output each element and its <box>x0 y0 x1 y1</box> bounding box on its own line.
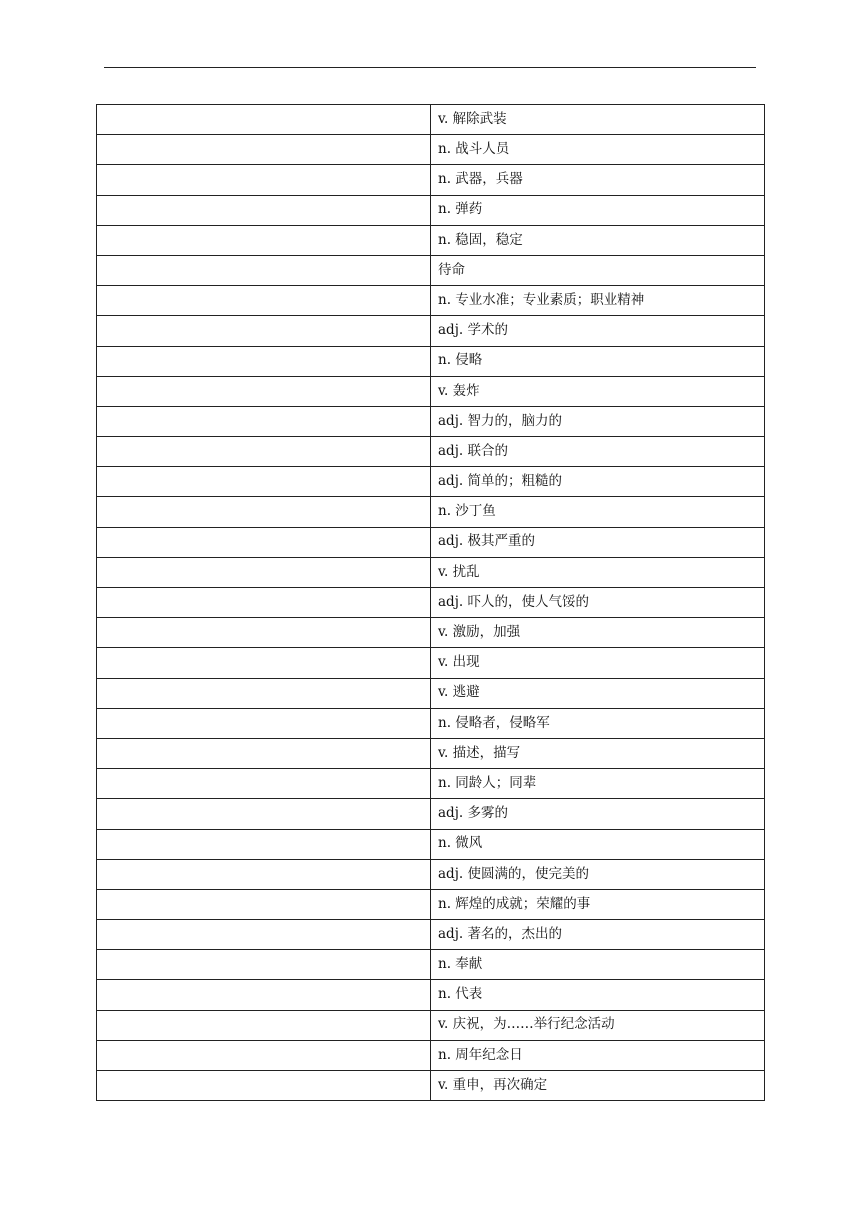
vocab-row <box>97 557 765 587</box>
vocab-row <box>97 738 765 768</box>
word-cell <box>97 980 431 1010</box>
word-cell <box>97 708 431 738</box>
vocabulary-table <box>96 104 765 1101</box>
vocab-row <box>97 467 765 497</box>
vocab-row <box>97 769 765 799</box>
meaning-cell: 待命 <box>431 255 765 285</box>
meaning-cell: adj. 学术的 <box>431 316 765 346</box>
meaning-cell: n. 专业水准；专业素质；职业精神 <box>431 286 765 316</box>
vocab-row <box>97 225 765 255</box>
vocab-row <box>97 527 765 557</box>
word-cell <box>97 859 431 889</box>
word-cell <box>97 437 431 467</box>
meaning-cell: v. 解除武装 <box>431 105 765 135</box>
word-cell <box>97 1040 431 1070</box>
word-cell <box>97 738 431 768</box>
meaning-cell: adj. 简单的；粗糙的 <box>431 467 765 497</box>
word-cell <box>97 497 431 527</box>
meaning-cell: n. 辉煌的成就；荣耀的事 <box>431 889 765 919</box>
vocabulary-table-body <box>97 105 765 1101</box>
word-cell <box>97 920 431 950</box>
vocab-row <box>97 588 765 618</box>
vocab-row <box>97 799 765 829</box>
meaning-cell: n. 稳固，稳定 <box>431 225 765 255</box>
meaning-cell: n. 奉献 <box>431 950 765 980</box>
word-cell <box>97 195 431 225</box>
meaning-cell: v. 出现 <box>431 648 765 678</box>
meaning-cell: n. 微风 <box>431 829 765 859</box>
vocab-row <box>97 286 765 316</box>
meaning-cell: adj. 使圆满的，使完美的 <box>431 859 765 889</box>
word-cell <box>97 799 431 829</box>
word-cell <box>97 648 431 678</box>
word-cell <box>97 527 431 557</box>
header-rule <box>104 67 756 68</box>
word-cell <box>97 678 431 708</box>
word-cell <box>97 286 431 316</box>
meaning-cell: v. 逃避 <box>431 678 765 708</box>
word-cell <box>97 406 431 436</box>
vocab-row <box>97 255 765 285</box>
vocab-row <box>97 1040 765 1070</box>
meaning-cell: n. 武器，兵器 <box>431 165 765 195</box>
word-cell <box>97 618 431 648</box>
vocab-row <box>97 437 765 467</box>
vocab-row <box>97 406 765 436</box>
vocab-row <box>97 346 765 376</box>
meaning-cell: v. 扰乱 <box>431 557 765 587</box>
meaning-cell: n. 侵略者，侵略军 <box>431 708 765 738</box>
word-cell <box>97 105 431 135</box>
vocab-row <box>97 1010 765 1040</box>
vocab-row <box>97 648 765 678</box>
word-cell <box>97 376 431 406</box>
vocab-row <box>97 1071 765 1101</box>
word-cell <box>97 1010 431 1040</box>
meaning-cell: v. 庆祝，为……举行纪念活动 <box>431 1010 765 1040</box>
vocab-row <box>97 618 765 648</box>
word-cell <box>97 225 431 255</box>
word-cell <box>97 769 431 799</box>
vocab-row <box>97 980 765 1010</box>
meaning-cell: adj. 联合的 <box>431 437 765 467</box>
meaning-cell: adj. 智力的，脑力的 <box>431 406 765 436</box>
meaning-cell: n. 同龄人；同辈 <box>431 769 765 799</box>
vocab-row <box>97 135 765 165</box>
meaning-cell: n. 弹药 <box>431 195 765 225</box>
vocab-row <box>97 165 765 195</box>
meaning-cell: n. 周年纪念日 <box>431 1040 765 1070</box>
word-cell <box>97 950 431 980</box>
word-cell <box>97 588 431 618</box>
vocab-row <box>97 889 765 919</box>
word-cell <box>97 557 431 587</box>
vocab-row <box>97 195 765 225</box>
vocab-row <box>97 950 765 980</box>
vocab-row <box>97 105 765 135</box>
meaning-cell: v. 描述，描写 <box>431 738 765 768</box>
word-cell <box>97 467 431 497</box>
meaning-cell: v. 重申，再次确定 <box>431 1071 765 1101</box>
meaning-cell: n. 侵略 <box>431 346 765 376</box>
word-cell <box>97 135 431 165</box>
meaning-cell: n. 代表 <box>431 980 765 1010</box>
word-cell <box>97 316 431 346</box>
word-cell <box>97 165 431 195</box>
meaning-cell: n. 战斗人员 <box>431 135 765 165</box>
meaning-cell: adj. 极其严重的 <box>431 527 765 557</box>
vocab-row <box>97 920 765 950</box>
vocab-row <box>97 497 765 527</box>
meaning-cell: adj. 吓人的，使人气馁的 <box>431 588 765 618</box>
vocab-row <box>97 316 765 346</box>
meaning-cell: v. 轰炸 <box>431 376 765 406</box>
meaning-cell: n. 沙丁鱼 <box>431 497 765 527</box>
vocab-row <box>97 859 765 889</box>
vocab-row <box>97 376 765 406</box>
word-cell <box>97 889 431 919</box>
word-cell <box>97 1071 431 1101</box>
vocab-row <box>97 708 765 738</box>
vocab-row <box>97 829 765 859</box>
word-cell <box>97 255 431 285</box>
meaning-cell: adj. 著名的，杰出的 <box>431 920 765 950</box>
vocab-row <box>97 678 765 708</box>
meaning-cell: v. 激励，加强 <box>431 618 765 648</box>
word-cell <box>97 829 431 859</box>
word-cell <box>97 346 431 376</box>
meaning-cell: adj. 多雾的 <box>431 799 765 829</box>
